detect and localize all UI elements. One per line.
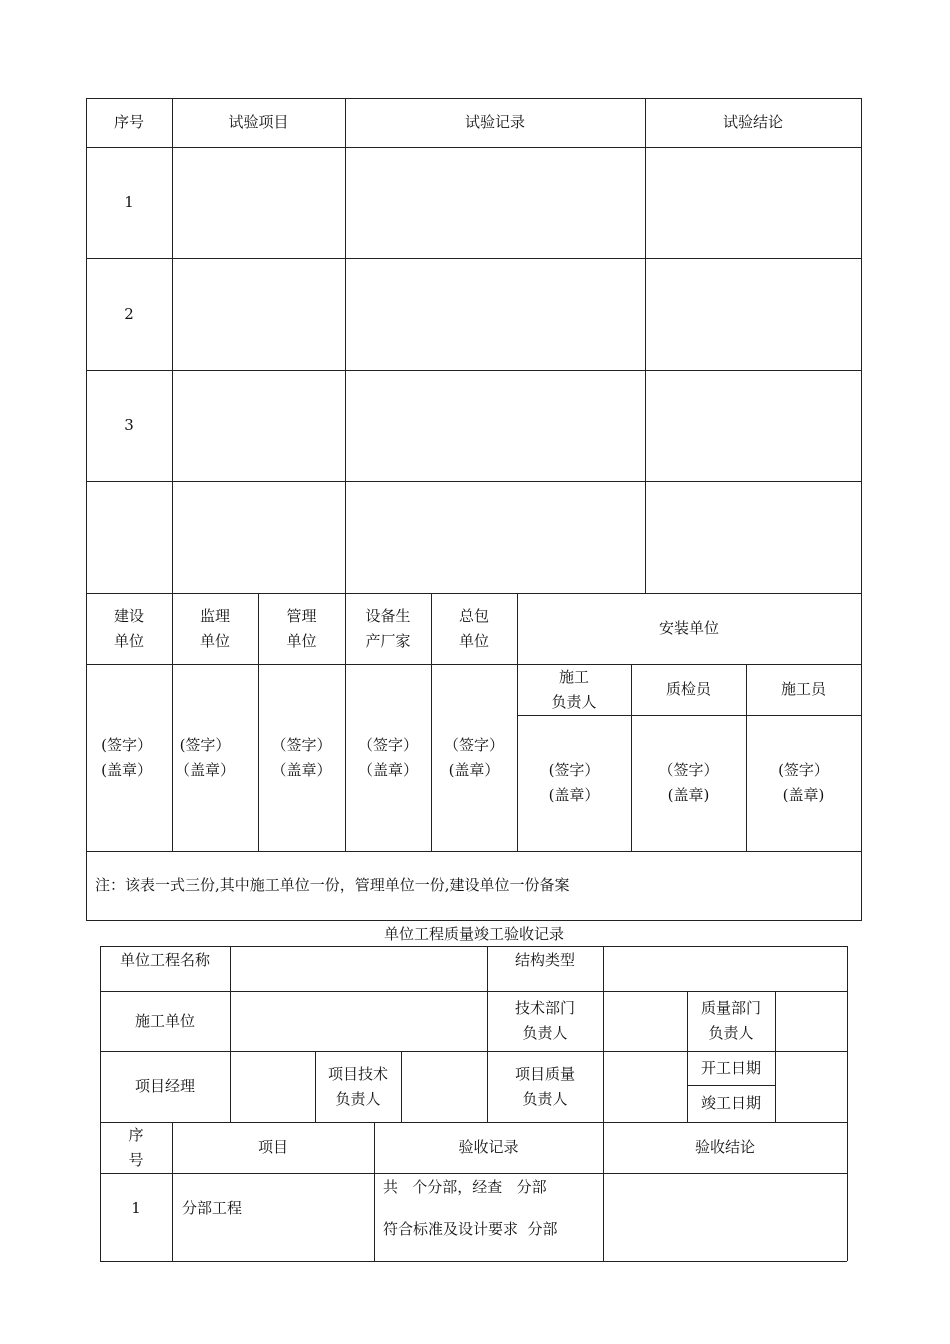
header-seq: 序 号 <box>128 1125 144 1169</box>
note-text: 注：该表一式三份,其中施工单位一份，管理单位一份,建设单位一份备案 <box>95 876 570 894</box>
role-construction-head: 施工 负责人 <box>551 667 597 711</box>
label-tech-dept-head: 技术部门 负责人 <box>514 999 575 1042</box>
row-item: 分部工程 <box>182 1198 243 1217</box>
role-quality-inspector: 质检员 <box>665 680 711 698</box>
unit-installation: 安装单位 <box>658 619 719 637</box>
unit-supervision: 监理 单位 <box>199 606 230 650</box>
unit-construction-owner: 建设 单位 <box>113 606 144 650</box>
unit-management: 管理 单位 <box>286 606 317 650</box>
row-record-line1: 共 个分部，经查 分部 <box>383 1177 547 1196</box>
header-test-item: 试验项目 <box>228 113 289 131</box>
sign-seal-placeholder: （签字） （盖章） <box>271 735 332 779</box>
label-structure-type: 结构类型 <box>514 950 575 969</box>
label-project-quality-head: 项目质量 负责人 <box>514 1064 575 1108</box>
row-number <box>86 481 172 593</box>
header-item: 项目 <box>257 1138 288 1156</box>
row-number: 2 <box>124 304 134 323</box>
sign-seal-placeholder: （签字） （盖章） <box>357 735 418 779</box>
label-completion-date: 竣工日期 <box>700 1094 761 1112</box>
role-constructor: 施工员 <box>780 680 826 698</box>
row-number: 1 <box>124 193 134 211</box>
sign-seal-placeholder: (签字） （盖章） <box>174 735 235 779</box>
sign-seal-placeholder: (签字） (盖章） <box>548 761 600 804</box>
sign-seal-placeholder: (签字） (盖章） <box>101 735 152 779</box>
header-test-conclusion: 试验结论 <box>722 113 783 131</box>
header-test-record: 试验记录 <box>464 113 525 131</box>
row-number: 3 <box>124 416 134 434</box>
page-title: 单位工程质量竣工验收记录 <box>383 924 564 943</box>
label-quality-dept-head: 质量部门 负责人 <box>700 999 761 1042</box>
row-number: 1 <box>131 1198 141 1217</box>
label-project-name: 单位工程名称 <box>119 950 210 969</box>
unit-general-contractor: 总包 单位 <box>458 606 489 650</box>
unit-equipment-maker: 设备生 产厂家 <box>365 606 411 650</box>
label-start-date: 开工日期 <box>700 1058 761 1077</box>
row-record-line2: 符合标准及设计要求 分部 <box>383 1219 558 1238</box>
label-project-tech-head: 项目技术 负责人 <box>327 1064 388 1108</box>
header-acceptance-conclusion: 验收结论 <box>694 1138 755 1156</box>
header-acceptance-record: 验收记录 <box>458 1138 519 1156</box>
sign-seal-placeholder: (签字） (盖章) <box>778 761 829 804</box>
header-seq: 序号 <box>113 113 144 131</box>
label-construction-unit: 施工单位 <box>134 1011 195 1030</box>
label-project-manager: 项目经理 <box>134 1077 195 1095</box>
sign-seal-placeholder: （签字） (盖章) <box>658 761 719 804</box>
sign-seal-placeholder: （签字） (盖章） <box>443 735 504 779</box>
